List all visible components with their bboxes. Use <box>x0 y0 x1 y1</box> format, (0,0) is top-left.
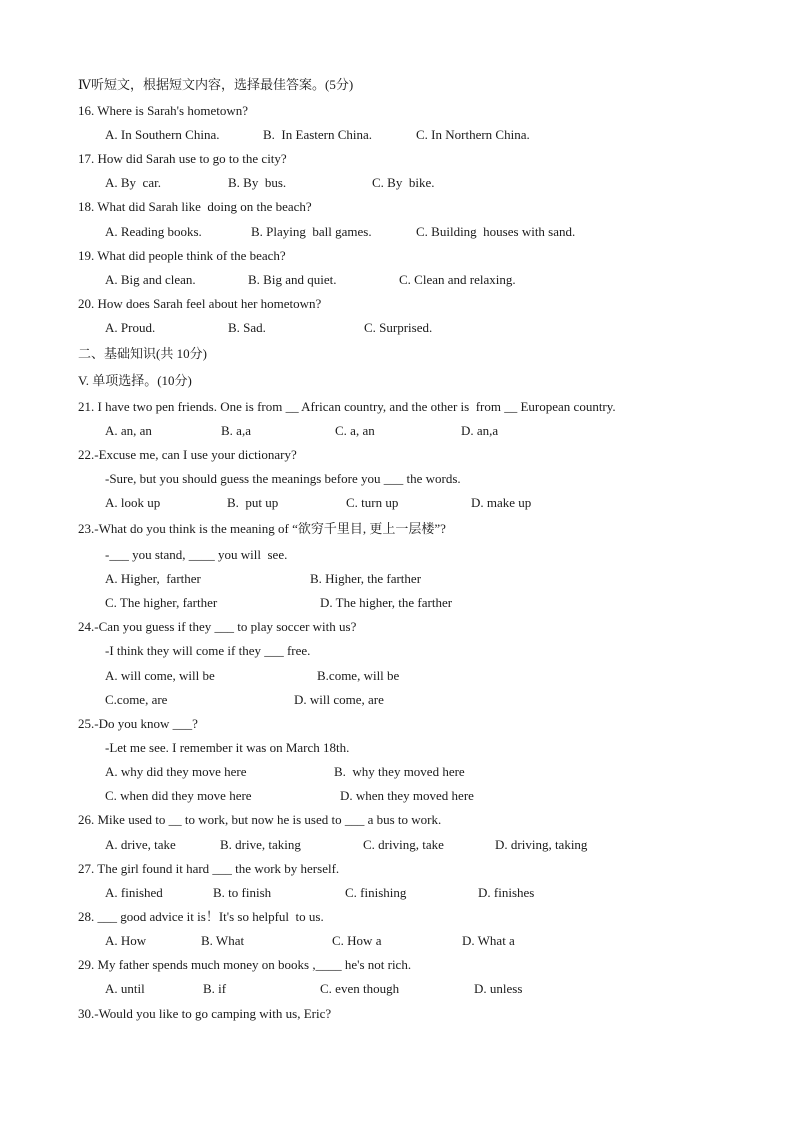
question-30-stem: 30.-Would you like to go camping with us, Eric? <box>78 1006 332 1021</box>
section-2-heading: 二、基础知识(共 10分) <box>78 346 207 361</box>
question-23-option-a: A. Higher, farther <box>105 571 201 586</box>
question-18-option-b: B. Playing ball games. <box>251 224 372 239</box>
question-28-stem: 28. ___ good advice it is！It's so helpful to us. <box>78 909 324 924</box>
question-25-line-2: -Let me see. I remember it was on March 18th. <box>105 740 350 755</box>
question-28-option-d: D. What a <box>462 933 515 948</box>
section-v-heading: V. 单项选择。(10分) <box>78 373 192 388</box>
question-18-option-a: A. Reading books. <box>105 224 202 239</box>
question-29-option-a: A. until <box>105 981 145 996</box>
question-28-option-b: B. What <box>201 933 245 948</box>
question-23-option-d: D. The higher, the farther <box>320 595 453 610</box>
question-26-option-b: B. drive, taking <box>220 837 301 852</box>
question-16-stem: 16. Where is Sarah's hometown? <box>78 103 248 118</box>
question-26-option-d: D. driving, taking <box>495 837 588 852</box>
question-22-line-2: -Sure, but you should guess the meanings before you ___ the words. <box>105 471 461 486</box>
question-17-option-b: B. By bus. <box>228 175 287 190</box>
question-25-option-c: C. when did they move here <box>105 788 252 803</box>
question-16-option-a: A. In Southern China. <box>105 127 220 142</box>
question-27-option-c: C. finishing <box>345 885 407 900</box>
question-27-stem: 27. The girl found it hard ___ the work by herself. <box>78 861 340 876</box>
question-24-option-a: A. will come, will be <box>105 668 215 683</box>
question-18-option-c: C. Building houses with sand. <box>416 224 576 239</box>
question-28-option-c: C. How a <box>332 933 382 948</box>
question-25-option-b: B. why they moved here <box>334 764 465 779</box>
question-20-stem: 20. How does Sarah feel about her hometown? <box>78 296 322 311</box>
question-23-line-2: -___ you stand, ____ you will see. <box>105 547 288 562</box>
question-19-stem: 19. What did people think of the beach? <box>78 248 286 263</box>
question-26-stem: 26. Mike used to __ to work, but now he is used to ___ a bus to work. <box>78 812 442 827</box>
question-21-option-c: C. a, an <box>335 423 375 438</box>
question-20-option-c: C. Surprised. <box>364 320 433 335</box>
question-17-option-a: A. By car. <box>105 175 161 190</box>
question-21-stem: 21. I have two pen friends. One is from __ African country, and the other is from __ European country. <box>78 399 616 414</box>
question-20-option-b: B. Sad. <box>228 320 266 335</box>
question-23-stem: 23.-What do you think is the meaning of “欲穷千里目, 更上一层楼”? <box>78 521 446 536</box>
question-29-stem: 29. My father spends much money on books ,____ he's not rich. <box>78 957 412 972</box>
question-24-stem: 24.-Can you guess if they ___ to play soccer with us? <box>78 619 357 634</box>
question-22-stem: 22.-Excuse me, can I use your dictionary? <box>78 447 297 462</box>
question-27-option-d: D. finishes <box>478 885 535 900</box>
question-19-option-b: B. Big and quiet. <box>248 272 337 287</box>
question-29-option-b: B. if <box>203 981 227 996</box>
question-24-option-c: C.come, are <box>105 692 168 707</box>
question-27-option-a: A. finished <box>105 885 163 900</box>
question-21-option-a: A. an, an <box>105 423 152 438</box>
question-26-option-c: C. driving, take <box>363 837 444 852</box>
question-24-option-b: B.come, will be <box>317 668 400 683</box>
question-29-option-d: D. unless <box>474 981 523 996</box>
question-16-option-b: B. In Eastern China. <box>263 127 373 142</box>
question-22-option-d: D. make up <box>471 495 532 510</box>
question-22-option-a: A. look up <box>105 495 161 510</box>
question-22-option-c: C. turn up <box>346 495 399 510</box>
question-21-option-d: D. an,a <box>461 423 499 438</box>
question-23-option-b: B. Higher, the farther <box>310 571 422 586</box>
question-25-stem: 25.-Do you know ___? <box>78 716 198 731</box>
question-25-option-a: A. why did they move here <box>105 764 247 779</box>
question-18-stem: 18. What did Sarah like doing on the beach? <box>78 199 312 214</box>
question-17-option-c: C. By bike. <box>372 175 435 190</box>
question-17-stem: 17. How did Sarah use to go to the city? <box>78 151 287 166</box>
question-19-option-c: C. Clean and relaxing. <box>399 272 516 287</box>
question-24-option-d: D. will come, are <box>294 692 384 707</box>
question-20-option-a: A. Proud. <box>105 320 156 335</box>
question-28-option-a: A. How <box>105 933 147 948</box>
question-27-option-b: B. to finish <box>213 885 272 900</box>
question-16-option-c: C. In Northern China. <box>416 127 530 142</box>
question-19-option-a: A. Big and clean. <box>105 272 196 287</box>
question-26-option-a: A. drive, take <box>105 837 176 852</box>
question-21-option-b: B. a,a <box>221 423 251 438</box>
question-24-line-2: -I think they will come if they ___ free. <box>105 643 311 658</box>
question-22-option-b: B. put up <box>227 495 279 510</box>
question-29-option-c: C. even though <box>320 981 400 996</box>
question-23-option-c: C. The higher, farther <box>105 595 218 610</box>
section-iv-heading: Ⅳ听短文，根据短文内容，选择最佳答案。(5分) <box>78 77 354 92</box>
question-25-option-d: D. when they moved here <box>340 788 474 803</box>
